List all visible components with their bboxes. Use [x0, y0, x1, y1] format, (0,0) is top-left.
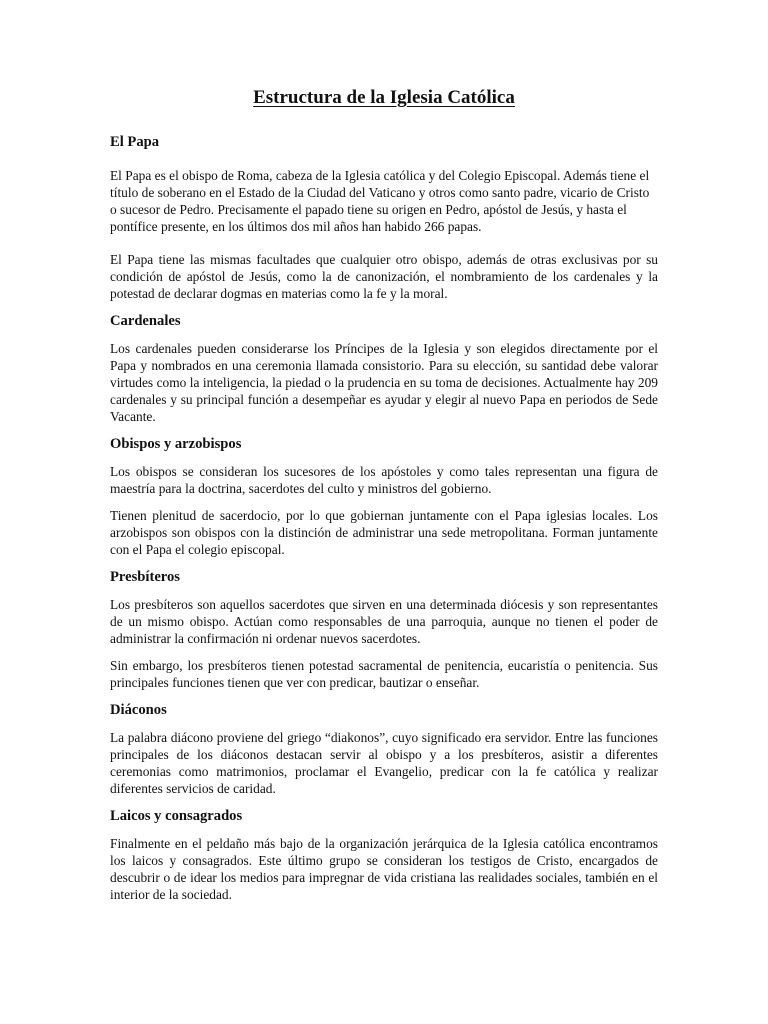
paragraph: El Papa es el obispo de Roma, cabeza de la Iglesia católica y del Colegio Episcopal. Además tiene el título de soberano en el Estado de la Ciudad del Vaticano y otros como santo padre, vicario de Cristo o sucesor de Pedro. Precisamente el papado tiene su origen en Pedro, apóstol de Jesús, y hasta el pontífice presente, en los últimos dos mil años han habido 266 papas.	[110, 168, 650, 234]
paragraph: Tienen plenitud de sacerdocio, por lo que gobiernan juntamente con el Papa iglesias locales. Los arzobispos son obispos con la distinción de administrar una sede metropolitana. Forman juntamente con el Papa el colegio episcopal.	[110, 508, 658, 557]
section-heading: El Papa	[110, 134, 160, 150]
paragraph: El Papa tiene las mismas facultades que cualquier otro obispo, además de otras exclusivas por su condición de apóstol de Jesús, como la de canonización, el nombramiento de los cardenales y la potestad de declarar dogmas en materias como la fe y la moral.	[110, 252, 658, 301]
section-laicos	[110, 807, 658, 903]
section-cardenales	[110, 312, 658, 425]
section-heading: Cardenales	[110, 313, 181, 329]
paragraph: Sin embargo, los presbíteros tienen potestad sacramental de penitencia, eucaristía o penitencia. Sus principales funciones tienen que ver con predicar, bautizar o enseñar.	[110, 658, 658, 690]
paragraph: Los cardenales pueden considerarse los Príncipes de la Iglesia y son elegidos directamente por el Papa y nombrados en una ceremonia llamada consistorio. Para su elección, su santidad debe valorar virtudes como la inteligencia, la piedad o la prudencia en su toma de decisiones. Actualmente hay 209 cardenales y su principal función a desempeñar es ayudar y elegir al nuevo Papa en periodos de Sede Vacante.	[110, 341, 658, 424]
section-obispos	[110, 435, 658, 558]
document-title: Estructura de la Iglesia Católica	[253, 87, 515, 108]
document-page	[110, 86, 658, 913]
section-presbiteros	[110, 568, 658, 691]
section-heading: Presbíteros	[110, 569, 180, 585]
section-heading: Diáconos	[110, 702, 167, 718]
section-heading: Laicos y consagrados	[110, 808, 243, 824]
paragraph: Finalmente en el peldaño más bajo de la organización jerárquica de la Iglesia católica encontramos los laicos y consagrados. Este último grupo se consideran los testigos de Cristo, encargados de descubrir o de idear los medios para impregnar de vida cristiana las realidades sociales, también en el interior de la sociedad.	[110, 836, 658, 902]
section-diaconos	[110, 701, 658, 797]
paragraph: La palabra diácono proviene del griego “diakonos”, cuyo significado era servidor. Entre las funciones principales de los diáconos destacan servir al obispo y a los presbíteros, asistir a diferentes ceremonias como matrimonios, proclamar el Evangelio, predicar con la fe católica y realizar diferentes servicios de caridad.	[110, 730, 658, 796]
paragraph: Los presbíteros son aquellos sacerdotes que sirven en una determinada diócesis y son representantes de un mismo obispo. Actúan como responsables de una parroquia, aunque no tienen el poder de administrar la confirmación ni ordenar nuevos sacerdotes.	[110, 597, 658, 646]
paragraph: Los obispos se consideran los sucesores de los apóstoles y como tales representan una figura de maestría para la doctrina, sacerdotes del culto y ministros del gobierno.	[110, 464, 658, 496]
section-heading: Obispos y arzobispos	[110, 436, 242, 452]
section-el-papa	[110, 133, 658, 302]
